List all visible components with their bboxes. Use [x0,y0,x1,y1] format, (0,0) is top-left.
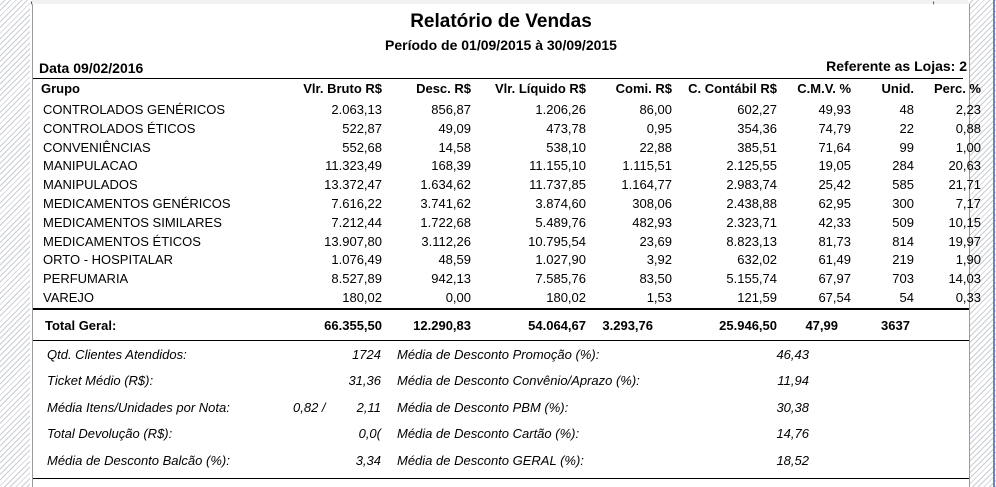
cell-cmv: 42,33 [818,214,851,230]
cell-desc: 1.722,68 [420,214,471,230]
report-period: Período de 01/09/2015 à 30/09/2015 [385,37,617,53]
cell-unid: 814 [892,233,914,249]
col-header-contabil: C. Contábil R$ [688,81,777,96]
table-row [33,139,981,157]
stat-label: Média de Desconto Promoção (%): [397,347,600,362]
cell-comi: 83,50 [639,271,672,287]
col-header-bruto: Vlr. Bruto R$ [303,81,382,96]
cell-bruto: 180,02 [342,290,382,305]
cell-contabil: 385,51 [737,139,777,155]
table-row [33,157,981,175]
cell-contabil: 121,59 [737,290,777,305]
stat-label: Média de Desconto GERAL (%): [397,453,584,468]
stat-value: 1724 [352,347,381,362]
stat-extra-value: 0,82 / [293,400,326,415]
cell-liquido: 11.155,10 [529,158,586,174]
total-desc: 12.290,83 [413,318,471,333]
cell-comi: 308,06 [632,196,672,211]
cell-unid: 219 [892,252,914,268]
cell-cmv: 62,95 [818,196,851,211]
cell-comi: 22,88 [639,139,672,155]
cell-cmv: 49,93 [818,102,851,117]
total-cmv: 47,99 [805,318,838,333]
cell-comi: 23,69 [639,233,672,249]
stat-label: Total Devolução (R$): [47,426,173,441]
cell-grupo: MEDICAMENTOS GENÉRICOS [43,196,231,211]
total-comi: 3.293,76 [602,318,653,333]
table-row [33,214,981,232]
cell-unid: 22 [899,120,914,136]
total-liquido: 54.064,67 [528,318,586,333]
cell-cmv: 81,73 [818,233,851,249]
cell-desc: 1.634,62 [420,177,471,193]
col-header-comi: Comi. R$ [615,81,672,96]
cell-bruto: 522,87 [342,120,382,136]
table-row [33,270,981,288]
cell-contabil: 5.155,74 [726,271,777,287]
cell-cmv: 25,42 [818,177,851,193]
stat-value: 46,43 [776,347,809,362]
cell-liquido: 10.795,54 [528,233,586,249]
stat-value: 31,36 [348,373,381,388]
cell-grupo: CONVENIÊNCIAS [43,139,151,155]
stat-label: Qtd. Clientes Atendidos: [47,347,187,362]
cell-bruto: 2.063,13 [331,102,382,117]
col-header-perc: Perc. % [934,81,981,96]
cell-unid: 48 [899,102,914,117]
cell-grupo: MEDICAMENTOS SIMILARES [43,214,222,230]
header-top-rule [33,78,963,79]
cell-grupo: MANIPULACAO [43,158,138,174]
stat-label: Média de Desconto Convênio/Aprazo (%): [397,373,640,388]
report-date: Data 09/02/2016 [39,60,144,76]
total-row [33,317,969,335]
total-unid: 3637 [881,318,910,333]
cell-liquido: 3.874,60 [535,196,586,211]
stat-value: 11,94 [777,373,809,388]
stat-value: 30,38 [776,400,809,415]
viewer-background-left [0,0,30,487]
cell-desc: 0,00 [445,290,471,305]
cell-contabil: 2.983,74 [726,177,777,193]
cell-contabil: 2.125,55 [726,158,777,174]
cell-cmv: 19,05 [818,158,851,174]
cell-bruto: 11.323,49 [325,158,382,174]
cell-desc: 856,87 [431,102,471,117]
table-row [33,289,981,307]
cell-grupo: CONTROLADOS ÉTICOS [43,120,196,136]
total-top-rule [33,308,969,310]
cell-grupo: MEDICAMENTOS ÉTICOS [43,233,201,249]
cell-liquido: 180,02 [546,290,586,305]
cell-comi: 0,95 [646,120,672,136]
cell-comi: 1.164,77 [621,177,672,193]
cell-perc: 21,71 [948,177,981,193]
cell-grupo: VAREJO [43,290,95,305]
total-bruto: 66.355,50 [324,318,382,333]
cell-bruto: 1.076,49 [331,252,382,268]
top-edge-glyph-left: , [30,0,34,6]
total-label: Total Geral: [45,318,117,333]
cell-liquido: 7.585,76 [535,271,586,287]
stat-value: 0,0( [358,426,381,441]
col-header-cmv: C.M.V. % [797,81,851,96]
cell-bruto: 7.616,22 [331,196,382,211]
cell-cmv: 67,97 [818,271,851,287]
stat-label: Ticket Médio (R$): [47,373,154,388]
cell-contabil: 8.823,13 [726,233,777,249]
cell-grupo: MANIPULADOS [43,177,138,193]
cell-unid: 54 [899,290,914,305]
cell-unid: 585 [892,177,914,193]
stat-value: 18,52 [776,453,809,468]
stat-value: 14,76 [776,426,809,441]
cell-bruto: 552,68 [342,139,382,155]
cell-perc: 0,88 [955,120,981,136]
total-contabil: 25.946,50 [719,318,777,333]
cell-contabil: 2.323,71 [726,214,777,230]
stat-label: Média de Desconto PBM (%): [397,400,569,415]
cell-comi: 1,53 [646,290,672,305]
cell-perc: 19,97 [948,233,981,249]
report-title: Relatório de Vendas [410,11,592,32]
table-row [33,251,981,269]
stat-label: Média de Desconto Cartão (%): [397,426,580,441]
cell-liquido: 538,10 [546,139,586,155]
col-header-grupo: Grupo [41,81,80,96]
cell-perc: 10,15 [948,214,981,230]
cell-liquido: 1.206,26 [535,102,586,117]
cell-liquido: 5.489,76 [535,214,586,230]
cell-comi: 86,00 [639,102,672,117]
report-stores: Referente as Lojas: 2 [826,58,967,74]
cell-contabil: 2.438,88 [726,196,777,211]
cell-desc: 49,09 [438,120,471,136]
cell-perc: 1,90 [955,252,981,268]
cell-bruto: 13.372,47 [324,177,382,193]
table-row [33,176,981,194]
cell-comi: 1.115,51 [622,158,672,174]
cell-bruto: 8.527,89 [331,271,382,287]
cell-desc: 3.741,62 [420,196,471,211]
cell-grupo: PERFUMARIA [43,271,129,287]
cell-perc: 2,23 [955,102,981,117]
stat-label: Média Itens/Unidades por Nota: [47,400,230,415]
col-header-desc: Desc. R$ [416,81,471,96]
cell-comi: 482,93 [632,214,672,230]
cell-cmv: 61,49 [818,252,851,268]
cell-liquido: 473,78 [546,120,586,136]
viewer-scroll-edge[interactable] [993,0,995,487]
cell-cmv: 74,79 [818,120,851,136]
cell-contabil: 632,02 [737,252,777,268]
stat-label: Média de Desconto Balcão (%): [47,453,230,468]
cell-desc: 168,39 [431,158,471,174]
cell-bruto: 13.907,80 [324,233,382,249]
col-header-unid: Unid. [881,81,914,96]
cell-contabil: 602,27 [737,102,777,117]
cell-grupo: ORTO - HOSPITALAR [43,252,174,268]
cell-perc: 14,03 [948,271,981,287]
top-edge-glyph-right: , [932,0,936,6]
col-header-liquido: Vlr. Líquido R$ [494,81,586,96]
total-bottom-rule [33,340,969,341]
cell-desc: 942,13 [431,271,471,287]
cell-bruto: 7.212,44 [331,214,382,230]
cell-grupo: CONTROLADOS GENÉRICOS [43,102,226,117]
table-row [33,233,981,251]
cell-cmv: 71,64 [818,139,851,155]
cell-unid: 509 [892,214,914,230]
report-page [32,4,981,487]
cell-unid: 99 [899,139,914,155]
cell-unid: 703 [892,271,914,287]
cell-liquido: 1.027,90 [535,252,586,268]
cell-liquido: 11.737,85 [529,177,586,193]
table-row [33,101,981,119]
cell-unid: 284 [892,158,914,174]
cell-desc: 3.112,26 [421,233,471,249]
footer-rule [33,478,969,479]
table-header [33,80,981,98]
table-row [33,195,981,213]
cell-desc: 14,58 [438,139,471,155]
cell-desc: 48,59 [438,252,471,268]
cell-perc: 1,00 [955,139,981,155]
cell-perc: 20,63 [948,158,981,174]
stat-value: 2,11 [356,400,381,415]
stat-value: 3,34 [355,453,381,468]
cell-contabil: 354,36 [737,120,777,136]
cell-perc: 0,33 [955,290,981,305]
cell-cmv: 67,54 [818,290,851,305]
cell-perc: 7,17 [955,196,981,211]
table-row [33,120,981,138]
cell-comi: 3,92 [646,252,672,268]
cell-unid: 300 [892,196,914,211]
